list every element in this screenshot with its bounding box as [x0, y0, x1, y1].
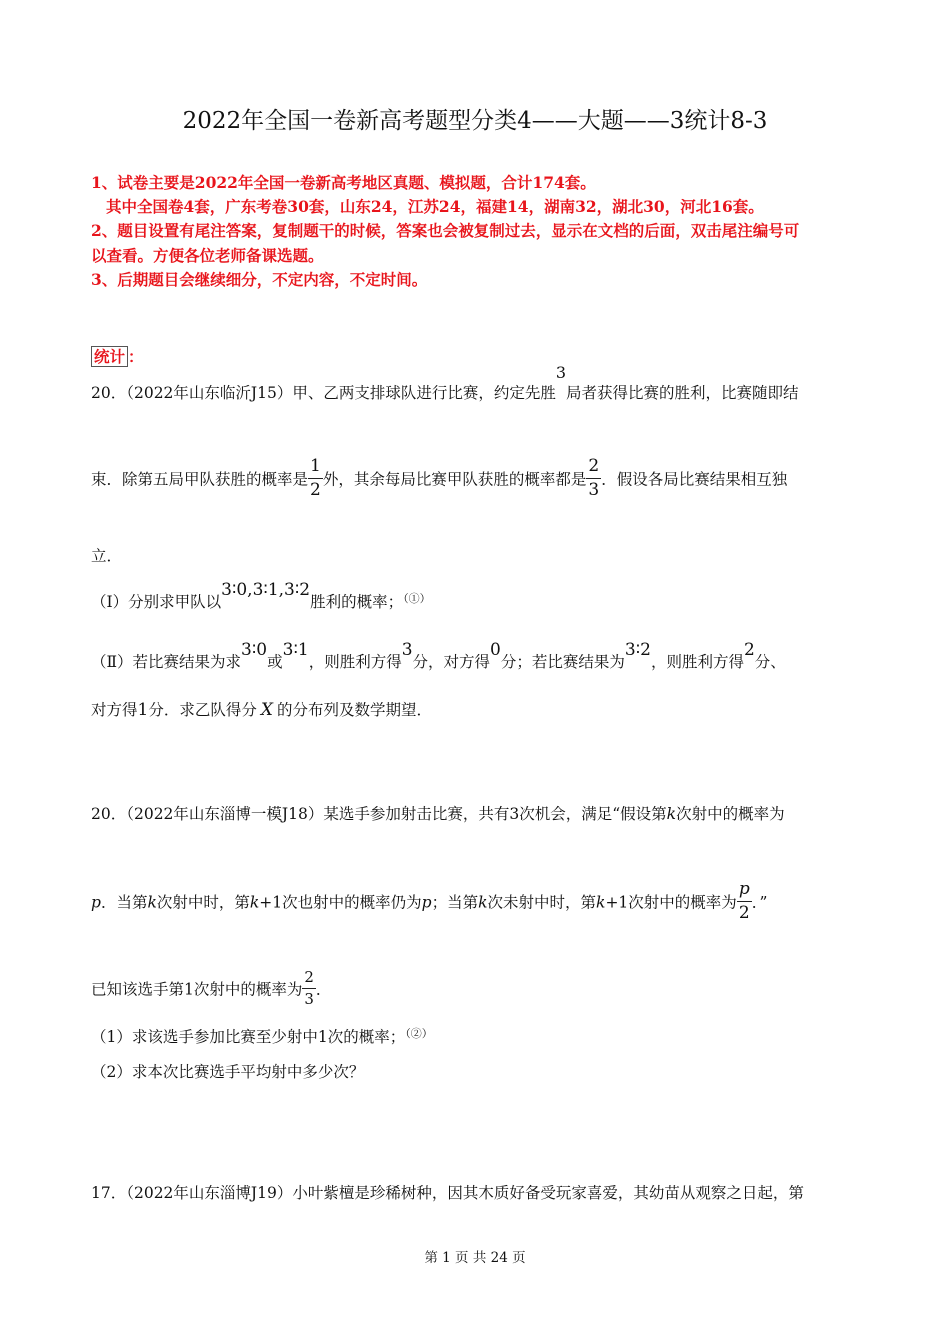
denominator: 3	[588, 480, 600, 500]
notice-line-5: 3、后期题目会继续细分，不定内容，不定时间。	[91, 270, 428, 289]
q2-text: 已知该选手第1次射中的概率为	[91, 980, 303, 999]
q1-math: 3	[555, 363, 567, 382]
q1-text: 对方得	[91, 701, 138, 719]
q1-math: 2	[743, 640, 755, 660]
q1-text: ，则胜利方得	[650, 653, 744, 671]
q2-math: p	[421, 893, 432, 912]
section-label: 统计	[91, 346, 128, 367]
page-footer: 第 1 页 共 24 页	[424, 1250, 526, 1266]
q2-text: 次射中的概率为	[676, 805, 785, 823]
q1-text: ，则胜利方得	[308, 653, 402, 671]
section-heading	[91, 345, 144, 367]
q1-math: 1	[137, 700, 149, 720]
document-title: 2022年全国一卷新高考题型分类4——大题——3统计8-3	[182, 108, 768, 134]
q2-text: ；当第	[431, 893, 479, 912]
q2-text: 20．（2022年山东淄博一模J18）某选手参加射击比赛，共有3次机会，满足“假设第	[91, 805, 667, 823]
q2-math: k	[249, 893, 260, 912]
q2-math: +1	[259, 893, 283, 912]
q2-text: 次也射中的概率仍为	[282, 893, 422, 912]
q2-math: p	[91, 893, 101, 912]
denominator: 2	[738, 903, 750, 923]
q1-line-2	[91, 456, 788, 501]
numerator: 2	[302, 970, 316, 989]
q3-line-1: 17．（2022年山东淄博J19）小叶紫檀是珍稀树种，因其木质好备受玩家喜爱，其幼苗从观察之日起，第	[91, 1184, 804, 1202]
q1-part-2-cont	[91, 698, 432, 720]
endnote-marker[interactable]: （①）	[403, 592, 431, 605]
q1-math: 3	[401, 640, 413, 660]
q1-text: 分，对方得	[412, 653, 491, 671]
q2-text: 次未射中时，第	[487, 893, 597, 912]
fraction-two-thirds	[586, 458, 601, 499]
q2-math: k	[596, 893, 606, 912]
q2-math: +1	[605, 893, 629, 912]
q1-math: 0	[490, 640, 501, 660]
endnote-marker[interactable]: （②）	[405, 1027, 433, 1040]
notice-line-3: 2、题目设置有尾注答案，复制题干的时候，答案也会被复制过去，显示在文档的后面，双击尾注编号可	[91, 221, 800, 240]
q2-text: ．当第	[100, 893, 148, 912]
q1-text: 束．除第五局甲队获胜的概率是	[91, 470, 309, 489]
q1-part-2	[91, 640, 786, 672]
q1-text: 的分布列及数学期望．	[276, 701, 432, 719]
q1-part-1	[91, 580, 431, 612]
q2-line-1	[91, 802, 785, 824]
q2-text: 次射中时，第	[156, 893, 250, 912]
q1-text: 分；若比赛结果为	[500, 653, 625, 671]
q1-math: X	[260, 700, 273, 720]
q1-line-1	[91, 363, 799, 403]
q2-line-3	[91, 968, 332, 1009]
q1-text: 分、	[754, 653, 786, 671]
denominator: 2	[310, 480, 321, 500]
q2-text: （1）求该选手参加比赛至少射中1次的概率；	[91, 1028, 406, 1046]
fraction-two-thirds	[302, 970, 316, 1007]
q2-math: k	[666, 805, 677, 823]
numerator: p	[737, 881, 752, 902]
denominator: 3	[304, 990, 314, 1008]
fraction-one-half	[308, 458, 323, 499]
q2-part-1	[91, 1025, 433, 1047]
numerator: 2	[586, 458, 601, 479]
q1-text: ．假设各局比赛结果相互独	[601, 470, 788, 489]
numerator: 1	[308, 458, 323, 479]
q2-math: k	[147, 893, 157, 912]
q1-math: 3∶0,3∶1,3∶2	[221, 580, 311, 600]
notice-line-4: 以查看。方便各位老师备课选题。	[91, 246, 324, 265]
q1-text: 分．求乙队得分	[148, 701, 257, 719]
q1-text: 20．（2022年山东临沂J15）甲、乙两支排球队进行比赛，约定先胜	[91, 384, 556, 402]
q1-math: 3∶1	[282, 640, 309, 660]
q1-math: 3∶2	[624, 640, 651, 660]
q1-text: 或	[267, 653, 283, 671]
q2-part-2: （2）求本次比赛选手平均射中多少次？	[91, 1063, 365, 1081]
q2-line-2	[91, 879, 768, 924]
fraction-p-over-2	[737, 881, 752, 922]
notice-line-2: 其中全国卷4套，广东考卷30套，山东24，江苏24，福建14，湖南32，湖北30，河北16套。	[106, 197, 764, 216]
q1-text: 外，其余每局比赛甲队获胜的概率都是	[322, 470, 587, 489]
q1-text: 局者获得比赛的胜利，比赛随即结	[566, 384, 799, 402]
q1-text: 胜利的概率；	[310, 593, 404, 611]
q2-text: ．	[315, 980, 332, 999]
q2-text: ．”	[751, 893, 768, 912]
q1-text: （Ⅰ）分别求甲队以	[91, 593, 222, 611]
section-colon: ：	[128, 347, 144, 366]
q1-line-3: 立．	[91, 547, 123, 565]
notice-line-1: 1、试卷主要是2022年全国一卷新高考地区真题、模拟题，合计174套。	[91, 173, 596, 192]
q1-text: （Ⅱ）若比赛结果为求	[91, 653, 242, 671]
q2-math: k	[478, 893, 488, 912]
q1-math: 3∶0	[241, 640, 268, 660]
q2-text: 次射中的概率为	[628, 893, 737, 912]
